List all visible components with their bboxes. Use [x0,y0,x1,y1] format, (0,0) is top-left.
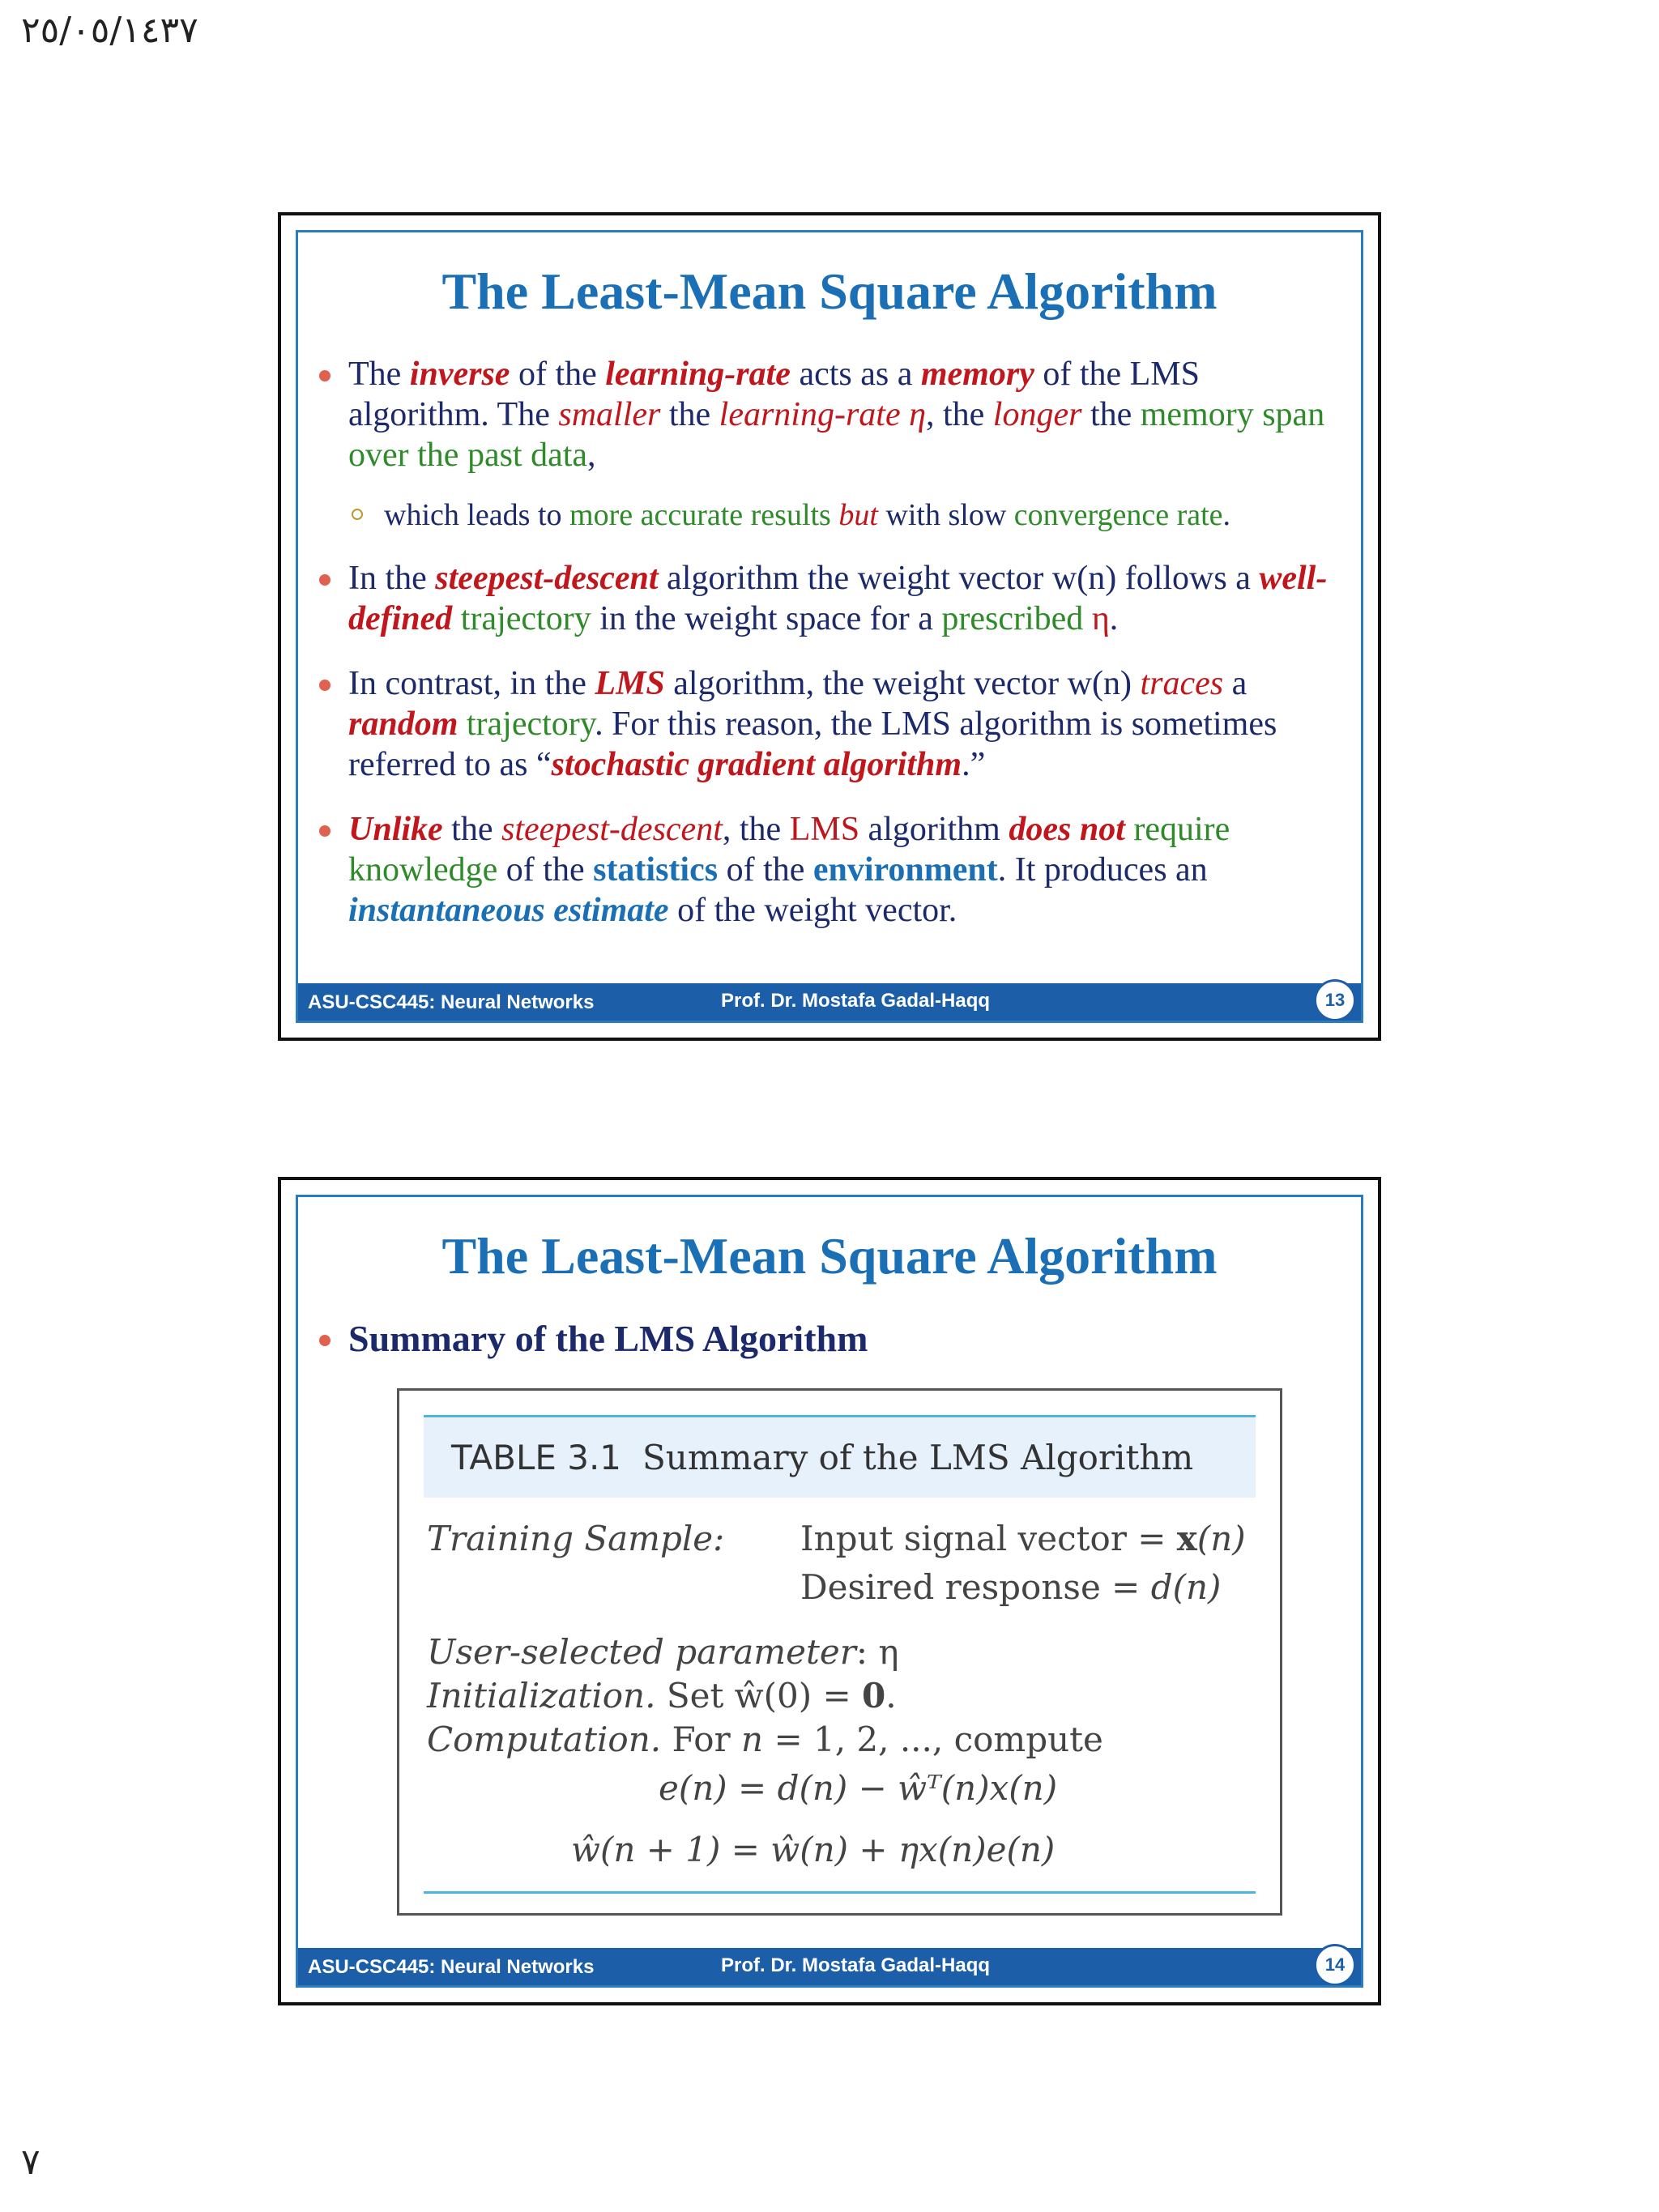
text-run: acts as a [790,356,921,393]
text-run: .” [962,746,986,783]
error-equation: e(n) = d(n) − ŵᵀ(n)x(n) [659,1768,1058,1808]
text-run: of the LMS algorithm. The [348,356,1200,433]
text-run: with slow [877,498,1014,532]
text-run: algorithm [859,811,1009,848]
text-run: d(n) [1150,1567,1222,1607]
text-run: environment [812,851,998,889]
text-run: require knowledge [348,811,1230,889]
text-run: learning-rate η [719,396,926,433]
text-run: . [885,1676,897,1715]
text-run: steepest-descent [435,560,659,597]
text-run: = 1, 2, ..., compute [763,1720,1103,1759]
text-run: learning-rate [605,356,791,393]
text-run: smaller [558,396,661,433]
initialization-row [427,1676,897,1715]
table-top-rule [424,1415,1256,1417]
bullet-memory [316,354,1345,475]
text-run: does not [1009,811,1125,848]
text-run: statistics [593,851,719,889]
text-run: the [1081,396,1141,433]
text-run: , the [722,811,790,848]
text-run: Desired response = [800,1567,1151,1607]
footer-author: Prof. Dr. Mostafa Gadal-Haqq [721,1954,991,1976]
weight-update-equation: ŵ(n + 1) = ŵ(n) + ηx(n)e(n) [571,1830,1056,1869]
slide-footer [298,983,1361,1021]
text-run: n [741,1720,764,1759]
text-run: User-selected parameter [427,1632,856,1672]
slide-content [296,230,1363,1023]
table-header [424,1418,1256,1498]
text-run: more accurate results [569,498,839,532]
slide-number-badge: 13 [1314,979,1356,1021]
text-run: instantaneous estimate [348,892,669,929]
bullet-unlike [316,809,1345,931]
text-run: stochastic gradient algorithm [551,746,962,783]
text-run: LMS [789,811,860,848]
text-run: The [348,356,410,393]
text-run: algorithm, the weight vector w(n) [664,665,1141,702]
text-run: traces [1140,665,1224,702]
text-run: x [1176,1519,1197,1558]
page-number: ٧ [21,2142,41,2183]
sub-bullet-accuracy [316,497,1345,534]
text-run: Initialization. [427,1676,656,1715]
text-run: . For this reason, the LMS algorithm is sometimes referred to as “ [348,705,1277,783]
slide-title: The Least-Mean Square Algorithm [441,1227,1218,1285]
slide-content [296,1195,1363,1988]
input-signal-row [800,1519,1246,1558]
text-run: prescribed [941,600,1084,637]
text-run: (n) [1196,1519,1246,1558]
text-run: random [348,705,458,743]
text-run: well-defined [348,560,1328,637]
text-run: in the weight space for a [591,600,942,637]
text-run: Unlike [348,811,443,848]
text-run: but [838,498,878,532]
text-run: . [1109,600,1119,637]
bullet-list [316,354,1345,955]
text-run: In contrast, in the [348,665,595,702]
text-run: Computation. [427,1720,662,1759]
text-run: trajectory [458,705,595,743]
bullet-steepest-descent [316,558,1345,639]
text-run: For [661,1720,742,1759]
text-run: LMS [595,665,665,702]
text-run: , the [925,396,993,433]
footer-course: ASU-CSC445: Neural Networks [308,1956,595,1978]
text-run: : η [855,1632,899,1672]
text-run: which leads to [384,498,570,532]
lms-summary-table [397,1388,1282,1916]
text-run: the [660,396,719,433]
text-run: of the [510,356,606,393]
text-run: In the [348,560,436,597]
table-bottom-rule [424,1891,1256,1894]
slide-13 [278,212,1381,1041]
text-run: memory span over the past data [348,396,1325,474]
text-run: steepest-descent [501,811,723,848]
slide-title: The Least-Mean Square Algorithm [441,262,1218,320]
user-parameter-row [427,1632,898,1672]
training-sample-label: Training Sample: [427,1519,725,1558]
summary-heading: Summary of the LMS Algorithm [316,1317,868,1360]
text-run: longer [992,396,1082,433]
page-date: ٢٥/٠٥/١٤٣٧ [21,10,198,51]
text-run: 0 [862,1676,886,1715]
text-run: . [1222,498,1231,532]
text-run: of the weight vector. [668,892,957,929]
text-run: . It produces an [997,851,1208,889]
desired-response-row [800,1567,1221,1607]
text-run: trajectory [452,600,591,637]
text-run: the [442,811,501,848]
table-caption: Summary of the LMS Algorithm [642,1438,1194,1477]
bullet-lms-random [316,663,1345,785]
text-run: inverse [409,356,510,393]
table-label: TABLE 3.1 [451,1438,622,1477]
slide-footer [298,1948,1361,1985]
text-run: Input signal vector = [800,1519,1177,1558]
text-run: , [587,437,596,474]
text-run: of the [718,851,813,889]
text-run: a [1223,665,1247,702]
text-run: convergence rate [1013,498,1223,532]
slide-number-badge: 14 [1314,1944,1356,1986]
text-run: Set ŵ(0) = [655,1676,863,1715]
text-run: η [1083,600,1110,637]
computation-row [427,1720,1103,1759]
slide-14 [278,1177,1381,2005]
footer-author: Prof. Dr. Mostafa Gadal-Haqq [721,990,991,1012]
footer-course: ASU-CSC445: Neural Networks [308,991,595,1013]
text-run: of the [497,851,594,889]
text-run: memory [920,356,1034,393]
text-run: algorithm the weight vector w(n) follows a [658,560,1260,597]
